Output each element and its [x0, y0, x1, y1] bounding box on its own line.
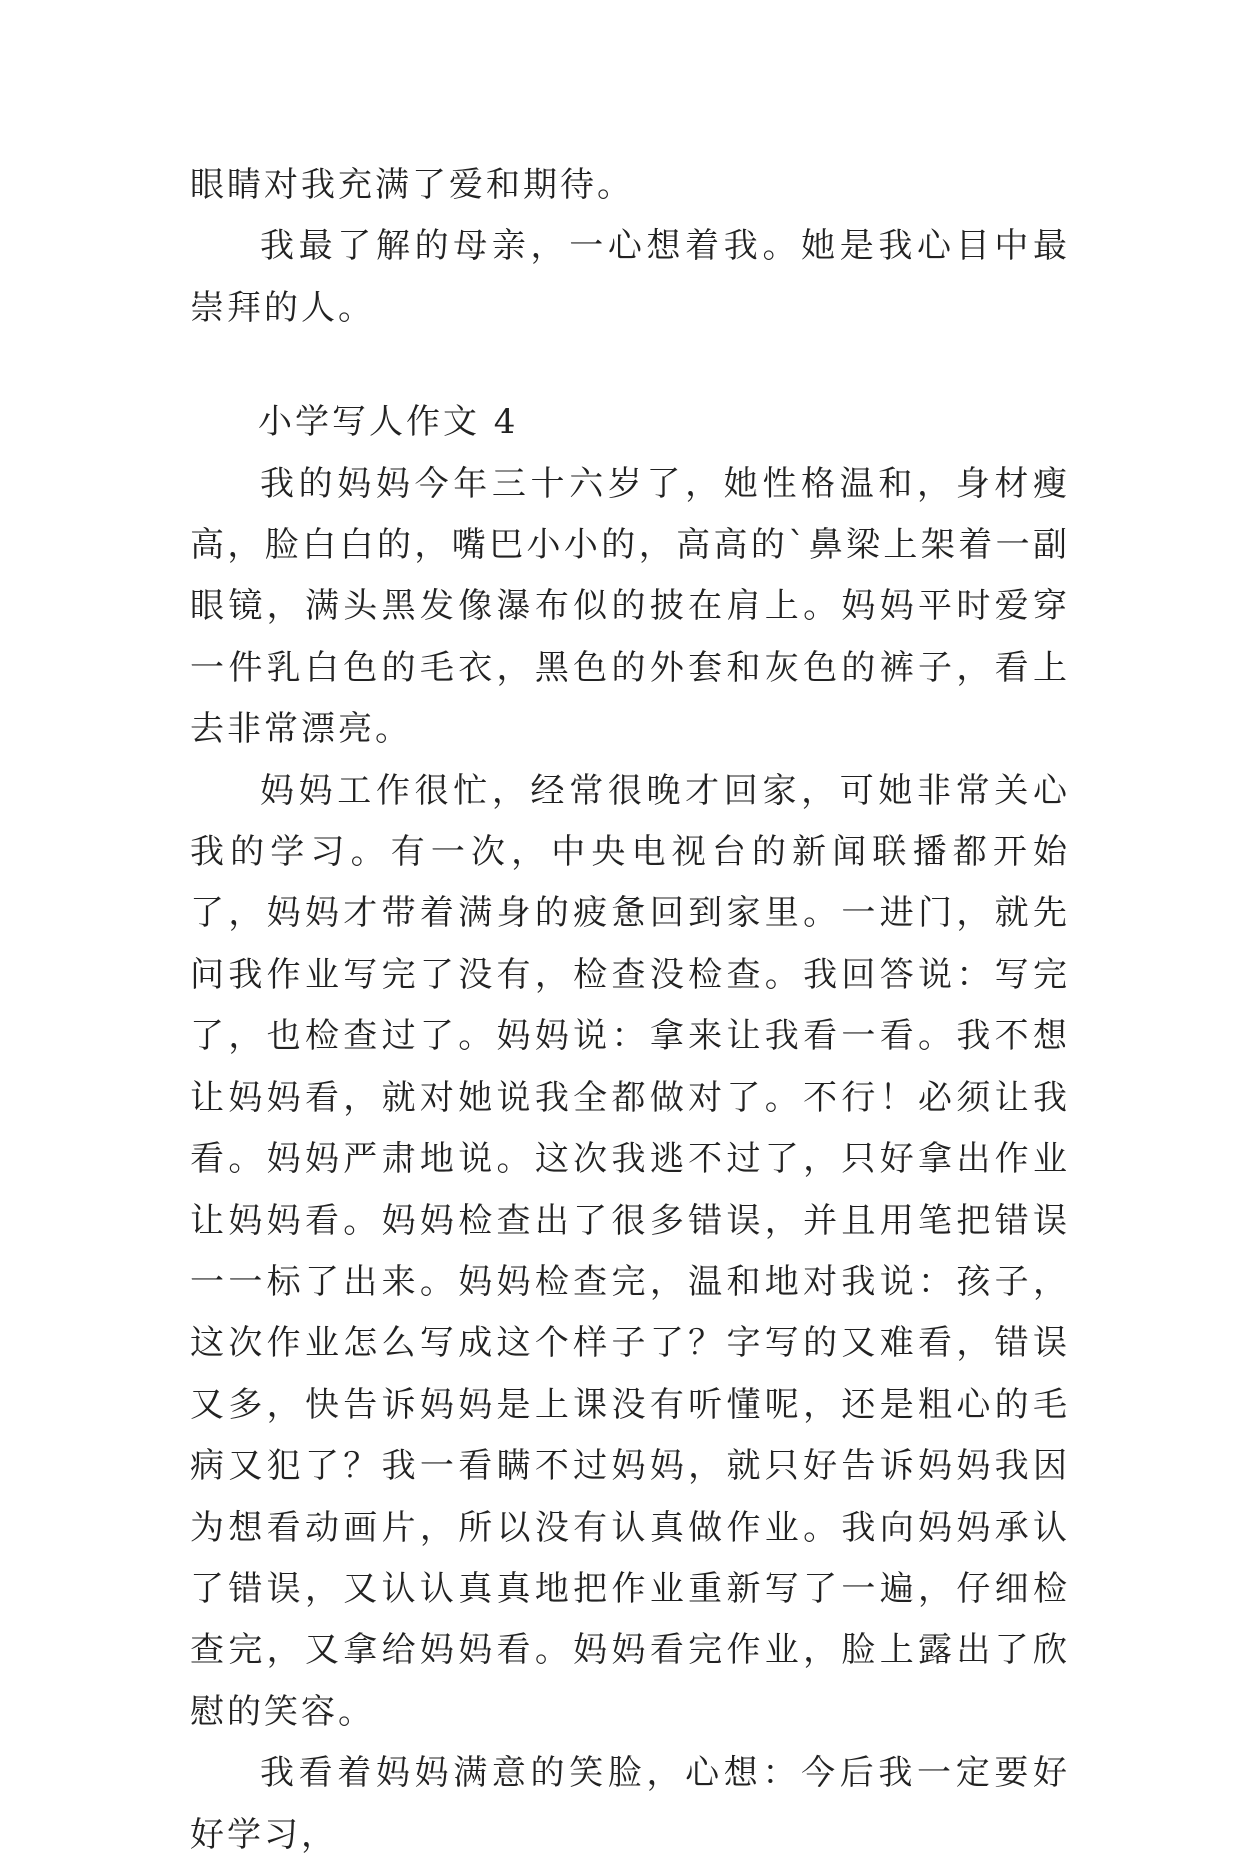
- document-body: [190, 155, 1070, 1866]
- paragraph: 我看着妈妈满意的笑脸，心想：今后我一定要好好学习，: [190, 1753, 1070, 1855]
- paragraph: 我最了解的母亲，一心想着我。她是我心目中最崇拜的人。: [190, 226, 1070, 328]
- paragraph: 我的妈妈今年三十六岁了，她性格温和，身材瘦高，脸白白的，嘴巴小小的，高高的`鼻梁上架着一副眼镜，满头黑发像瀑布似的披在肩上。妈妈平时爱穿一件乳白色的毛衣，黑色的外套和灰色的裤子，看上去非常漂亮。: [190, 463, 1070, 750]
- paragraph-continuation: 眼睛对我充满了爱和期待。: [190, 165, 634, 205]
- section-heading: 小学写人作文 4: [258, 402, 519, 443]
- paragraph: 妈妈工作很忙，经常很晚才回家，可她非常关心我的学习。有一次，中央电视台的新闻联播都开始了，妈妈才带着满身的疲惫回到家里。一进门，就先问我作业写完了没有，检查没检查。我回答说：写完了，也检查过了。妈妈说：拿来让我看一看。我不想让妈妈看，就对她说我全都做对了。不行！必须让我看。妈妈严肃地说。这次我逃不过了，只好拿出作业让妈妈看。妈妈检查出了很多错误，并且用笔把错误一一标了出来。妈妈检查完，温和地对我说：孩子，这次作业怎么写成这个样子了？字写的又难看，错误又多，快告诉妈妈是上课没有听懂呢，还是粗心的毛病又犯了？我一看瞒不过妈妈，就只好告诉妈妈我因为想看动画片，所以没有认真做作业。我向妈妈承认了错误，又认认真真地把作业重新写了一遍，仔细检查完，又拿给妈妈看。妈妈看完作业，脸上露出了欣慰的笑容。: [190, 770, 1070, 1732]
